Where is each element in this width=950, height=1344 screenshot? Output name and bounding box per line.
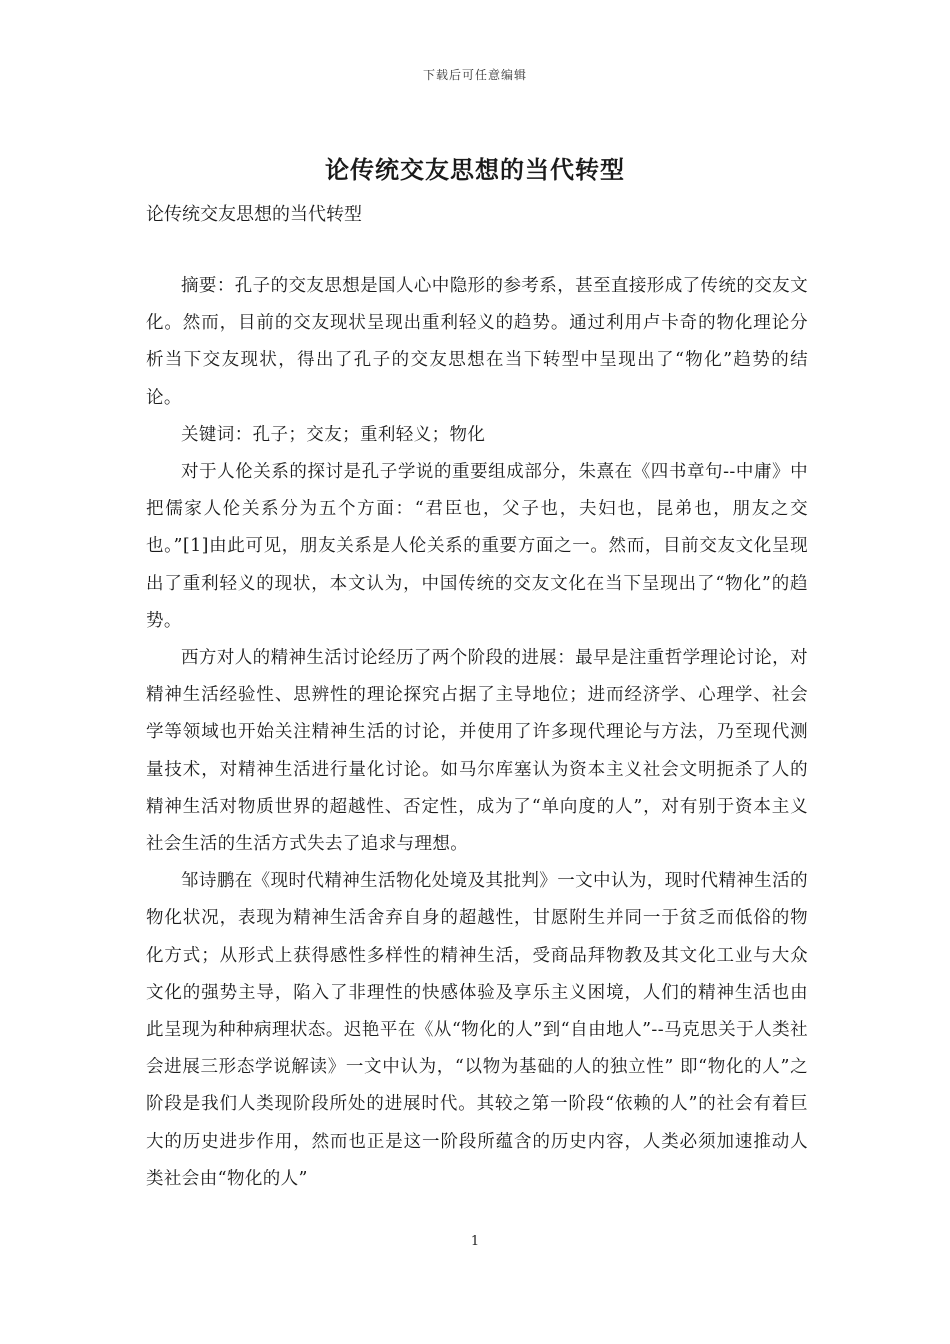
body-paragraph: 对于人伦关系的探讨是孔子学说的重要组成部分，朱熹在《四书章句--中庸》中把儒家人伦关系分为五个方面：“君臣也，父子也，夫妇也，昆弟也，朋友之交也。”[1]由此可见，朋友关系是人伦关系的重要方面之一。然而，目前交友文化呈现出了重利轻义的现状，本文认为，中国传统的交友文化在当下呈现出了“物化”的趋势。 [146, 462, 808, 631]
body-paragraph: 邹诗鹏在《现时代精神生活物化处境及其批判》一文中认为，现时代精神生活的物化状况，表现为精神生活舍弃自身的超越性，甘愿附生并同一于贫乏而低俗的物化方式；从形式上获得感性多样性的精神生活，受商品拜物教及其文化工业与大众文化的强势主导，陷入了非理性的快感体验及享乐主义困境，人们的精神生活也由此呈现为种种病理状态。迟艳平在《从“物化的人”到“自由地人”--马克思关于人类社会进展三形态学说解读》一文中认为，“以物为基础的人的独立性” 即“物化的人”之阶段是我们人类现阶段所处的进展时代。其较之第一阶段“依赖的人”的社会有着巨大的历史进步作用，然而也正是这一阶段所蕴含的历史内容，人类必须加速推动人类社会由“物化的人” [146, 871, 808, 1189]
page-number: 1 [470, 1234, 480, 1249]
abstract-paragraph: 摘要：孔子的交友思想是国人心中隐形的参考系，甚至直接形成了传统的交友文化。然而，目前的交友现状呈现出重利轻义的趋势。通过利用卢卡奇的物化理论分析当下交友现状，得出了孔子的交友思想在当下转型中呈现出了“物化”趋势的结论。 [146, 276, 808, 408]
body-paragraph: 西方对人的精神生活讨论经历了两个阶段的进展：最早是注重哲学理论讨论，对精神生活经验性、思辨性的理论探究占据了主导地位；进而经济学、心理学、社会学等领域也开始关注精神生活的讨论，并使用了许多现代理论与方法，乃至现代测量技术，对精神生活进行量化讨论。如马尔库塞认为资本主义社会文明扼杀了人的精神生活对物质世界的超越性、否定性，成为了“单向度的人”，对有别于资本主义社会生活的生活方式失去了追求与理想。 [146, 648, 808, 855]
document-subtitle: 论传统交友思想的当代转型 [146, 204, 362, 225]
document-body [146, 268, 808, 1198]
document-title: 论传统交友思想的当代转型 [325, 155, 625, 184]
header-note: 下载后可任意编辑 [422, 68, 527, 82]
keywords-paragraph: 关键词：孔子；交友；重利轻义；物化 [181, 424, 486, 445]
